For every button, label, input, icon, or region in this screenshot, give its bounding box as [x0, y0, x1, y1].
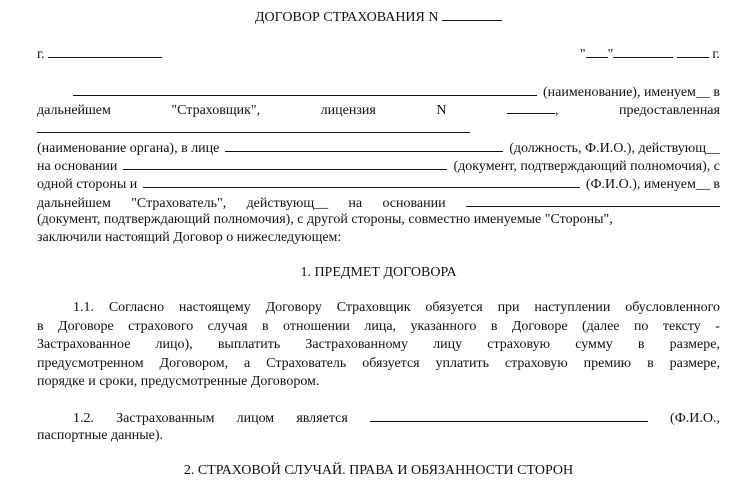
clause-word: Согласно — [108, 300, 165, 315]
place-date-line — [37, 44, 720, 62]
preamble-text: одной стороны и — [37, 177, 138, 192]
clause-word: в — [261, 319, 269, 334]
city-field — [37, 44, 162, 64]
clause-word: лица, — [364, 319, 397, 334]
clause-word: сумму — [575, 337, 613, 352]
preamble-text: (наименование органа), в лице — [37, 141, 220, 156]
preamble-line-7 — [37, 193, 720, 211]
preamble-line-2 — [37, 100, 720, 118]
clause-word: Страхователь — [266, 356, 347, 371]
clause-1-1-line-1 — [73, 299, 720, 317]
clause-word: в — [37, 319, 44, 334]
preamble-word: предоставленная — [618, 103, 720, 118]
year-suffix: г. — [712, 47, 720, 62]
insurer-name-blank — [73, 82, 537, 96]
clause-word: 1.1. — [73, 300, 94, 315]
clause-word: лицо), — [155, 337, 193, 352]
city-blank — [48, 44, 162, 58]
clause-text: порядке и сроки, предусмотренные Договором. — [37, 374, 320, 389]
clause-word: 1.2. — [73, 411, 94, 426]
clause-word: обязуется — [425, 300, 483, 315]
insured-person-blank — [370, 408, 648, 422]
clause-word: Договоре — [58, 319, 114, 334]
license-number-blank — [507, 100, 555, 114]
clause-word: указанного — [410, 319, 477, 334]
clause-1-1-line-4 — [37, 355, 720, 373]
clause-word: размере, — [669, 356, 720, 371]
section-heading: 1. ПРЕДМЕТ ДОГОВОРА — [300, 265, 457, 280]
clause-word: настоящему — [178, 300, 251, 315]
clause-1-1-line-2 — [37, 318, 720, 336]
preamble-word: действующ__ — [246, 196, 329, 211]
clause-word: при — [497, 300, 520, 315]
preamble-line-3 — [37, 119, 720, 137]
clause-word: лицом — [236, 411, 275, 426]
policyholder-basis-blank — [466, 193, 720, 207]
clause-word: (далее — [581, 319, 620, 334]
title-text: ДОГОВОР СТРАХОВАНИЯ N — [255, 10, 439, 25]
quote-close: " — [607, 47, 614, 62]
section-heading: 2. СТРАХОВОЙ СЛУЧАЙ. ПРАВА И ОБЯЗАННОСТИ СТОРОН — [183, 463, 574, 478]
clause-word: Страховщик — [336, 300, 411, 315]
document-title — [37, 7, 720, 25]
year-blank — [677, 44, 709, 58]
clause-word: выплатить — [217, 337, 281, 352]
preamble-word: , — [554, 103, 559, 118]
clause-word: случая — [207, 319, 248, 334]
clause-word: (Ф.И.О., — [670, 411, 720, 426]
preamble-word: дальнейшем — [37, 196, 111, 211]
clause-1-2-line-2 — [37, 427, 720, 445]
clause-word: предусмотренном — [37, 356, 144, 371]
clause-word: в — [490, 319, 498, 334]
clause-word: премию — [583, 356, 632, 371]
clause-1-1-line-5 — [37, 373, 720, 391]
preamble-line-8 — [37, 211, 720, 229]
clause-word: в — [637, 337, 645, 352]
clause-1-1-line-3 — [37, 336, 720, 354]
preamble-word: "Страхователь", — [131, 196, 227, 211]
clause-word: Договоре — [511, 319, 568, 334]
preamble-word: лицензия — [320, 103, 376, 118]
representative-blank — [225, 138, 503, 152]
clause-1-2-line-1 — [73, 408, 720, 426]
preamble-line-4 — [37, 138, 720, 156]
policyholder-name-blank — [143, 174, 580, 188]
clause-word: а — [244, 356, 251, 371]
contract-number-blank — [442, 7, 502, 21]
clause-word: Застрахованным — [116, 411, 215, 426]
clause-word: наступлении — [534, 300, 611, 315]
clause-word: Договором, — [159, 356, 229, 371]
clause-word: страхового — [128, 319, 194, 334]
clause-word: уплатить — [435, 356, 489, 371]
license-number-field — [507, 100, 559, 120]
preamble-text: (документ, подтверждающий полномочия), с — [453, 159, 720, 174]
clause-word: в — [647, 356, 654, 371]
day-blank — [586, 44, 608, 58]
clause-word: обязуется — [362, 356, 420, 371]
preamble-text: (должность, Ф.И.О.), действующ__ — [509, 141, 720, 156]
clause-word: Застрахованное — [37, 337, 131, 352]
preamble-text: на основании — [37, 159, 118, 174]
preamble-word: дальнейшем — [37, 103, 111, 118]
preamble-line-1 — [37, 82, 720, 100]
clause-word: отношении — [283, 319, 350, 334]
month-blank — [613, 44, 673, 58]
clause-word: является — [296, 411, 348, 426]
insurer-basis-blank — [123, 156, 447, 170]
preamble-line-5 — [37, 156, 720, 174]
preamble-text: (Ф.И.О.), именуем__ в — [585, 177, 720, 192]
clause-word: обусловленного — [625, 300, 720, 315]
preamble-text: (документ, подтверждающий полномочия), с другой стороны, совместно именуемые "Стороны", — [37, 212, 613, 227]
clause-word: - — [715, 319, 720, 334]
clause-word: тексту — [662, 319, 701, 334]
quote-open: " — [579, 47, 586, 62]
city-prefix: г. — [37, 47, 45, 62]
clause-word: страховую — [504, 356, 568, 371]
section-1-heading — [37, 264, 720, 282]
clause-word: Договору — [265, 300, 322, 315]
preamble-word: на — [348, 196, 363, 211]
clause-word: лицу — [433, 337, 463, 352]
clause-word: Застрахованному — [305, 337, 409, 352]
preamble-word: "Страховщик", — [171, 103, 261, 118]
preamble-line-9 — [37, 229, 720, 247]
preamble-line-6 — [37, 174, 720, 192]
clause-word: страховую — [487, 337, 551, 352]
preamble-word: N — [436, 103, 447, 118]
issuing-authority-blank — [37, 119, 470, 133]
section-2-heading — [37, 462, 720, 480]
clause-text: паспортные данные). — [37, 428, 164, 443]
preamble-word: основании — [382, 196, 446, 211]
clause-word: размере, — [669, 337, 720, 352]
preamble-text: заключили настоящий Договор о нижеследующем: — [37, 230, 342, 245]
clause-word: по — [633, 319, 649, 334]
preamble-text: (наименование), именуем__ в — [543, 85, 720, 100]
date-field — [580, 44, 720, 64]
